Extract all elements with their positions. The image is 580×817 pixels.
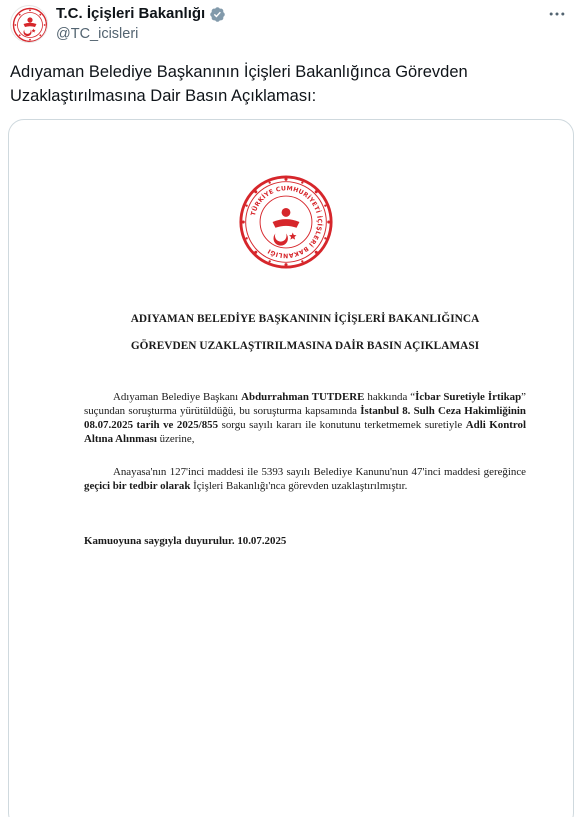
- document-title-line-2: GÖREVDEN UZAKLAŞTIRILMASINA DAİR BASIN AÇIKLAMASI: [130, 340, 480, 352]
- tweet-text: Adıyaman Belediye Başkanının İçişleri Bakanlığınca Görevden Uzaklaştırılmasına Dair Basın Açıklaması:: [10, 63, 468, 105]
- document-paragraph-1: Adıyaman Belediye Başkanı Abdurrahman TUTDERE hakkında “İcbar Suretiyle İrtikap” suçundan soruşturma yürütüldüğü, bu soruşturma kapsamında İstanbul 8. Sulh Ceza Hakimliğinin 08.07.2025 tarih ve 2025/855 sorgu sayılı kararı ile konutunu terketmemek suretiyle Adli Kontrol Altına Alınması üzerine,: [84, 391, 527, 445]
- document-title-line-1: ADIYAMAN BELEDİYE BAŞKANININ İÇİŞLERİ BAKANLIĞINCA: [130, 313, 480, 325]
- media-image[interactable]: [8, 119, 574, 817]
- document-paragraph-2: Anayasa'nın 127'inci maddesi ile 5393 sayılı Belediye Kanunu'nun 47'inci maddesi gereğince geçici bir tedbir olarak İçişleri Bakanlığı'nca görevden uzaklaştırılmıştır.: [84, 466, 526, 492]
- display-name[interactable]: T.C. İçişleri Bakanlığı: [56, 5, 206, 22]
- name-row: [56, 5, 226, 23]
- ministry-seal-icon: [11, 6, 48, 43]
- ministry-emblem-icon: [238, 174, 334, 270]
- avatar[interactable]: [10, 5, 48, 43]
- more-horizontal-icon: [547, 4, 567, 24]
- tweet-header: [0, 0, 580, 56]
- seal-text: TÜRKİYE CUMHURİYETİ İÇİŞLERİ BAKANLIĞI: [249, 185, 323, 259]
- document-closing: Kamuoyuna saygıyla duyurulur. 10.07.2025: [84, 535, 287, 547]
- verified-badge-icon: [209, 6, 226, 23]
- more-button[interactable]: [544, 4, 570, 24]
- handle[interactable]: @TC_icisleri: [56, 26, 139, 42]
